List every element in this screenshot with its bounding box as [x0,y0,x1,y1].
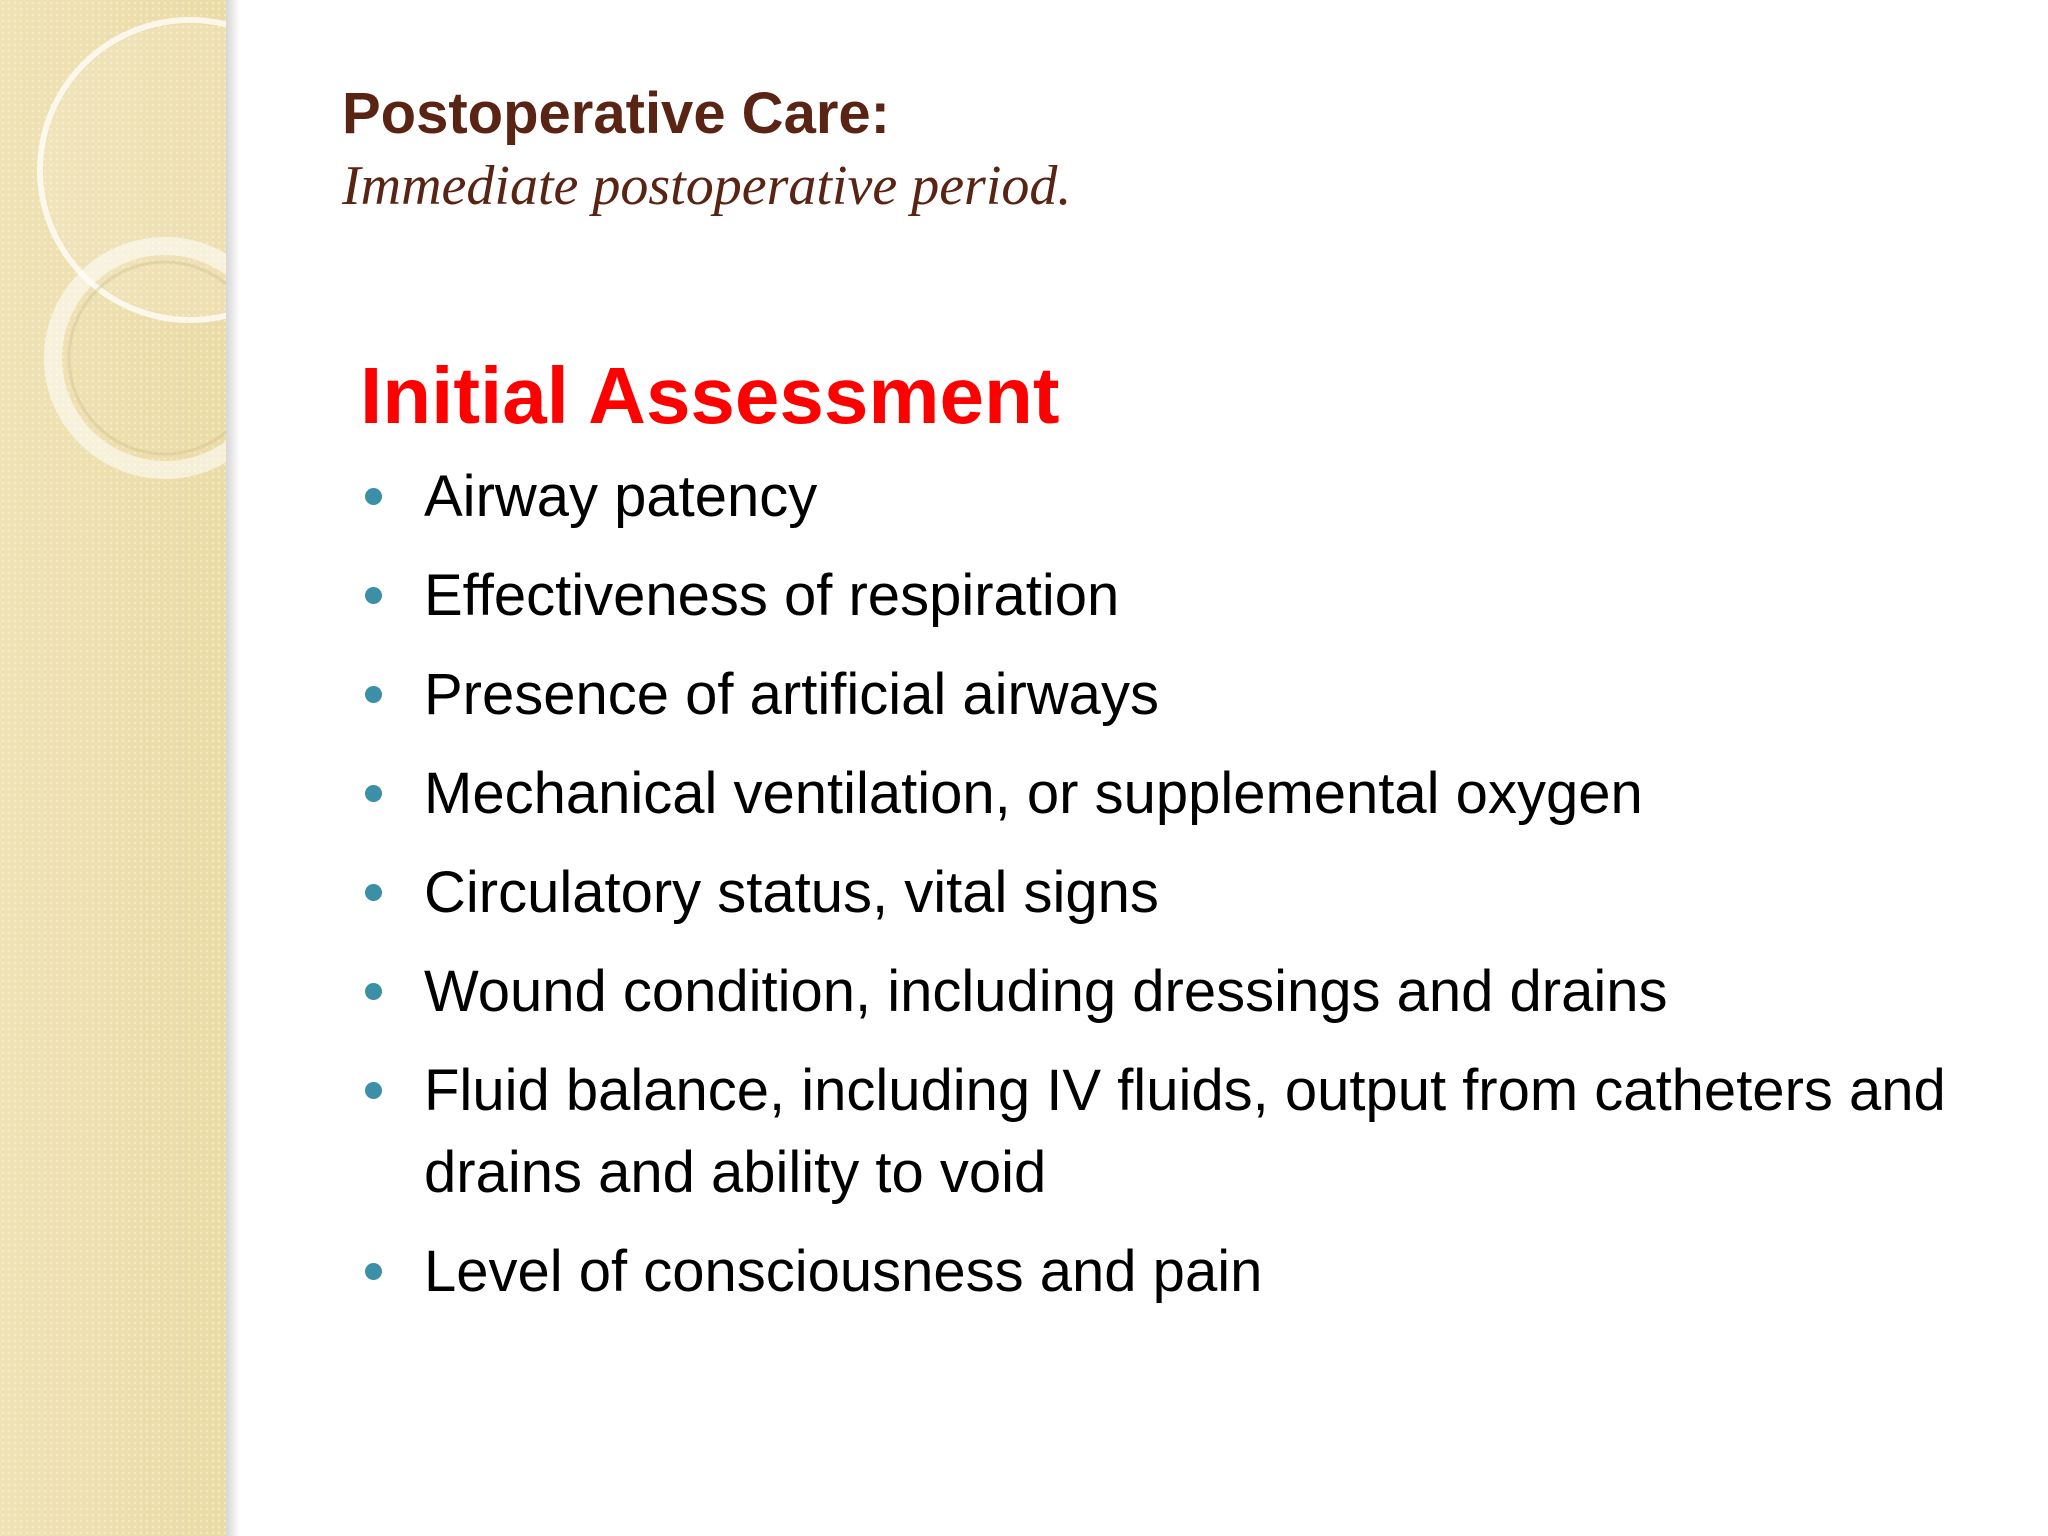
bullet-list [360,456,1960,1313]
bullet-dot-icon [365,686,382,703]
bullet-dot-icon [365,1082,382,1099]
bullet-dot-icon [365,488,382,505]
bullet-dot-icon [365,983,382,1000]
bullet-text: Wound condition, including dressings and drains [424,959,1668,1024]
bullet-item [360,1050,1960,1214]
bullet-item [360,852,1960,934]
bullet-item [360,951,1960,1033]
bullet-item [360,555,1960,637]
bullet-dot-icon [365,587,382,604]
bullet-text: Circulatory status, vital signs [424,860,1159,925]
bullet-item [360,753,1960,835]
bullet-item [360,654,1960,736]
bullet-text: Mechanical ventilation, or supplemental oxygen [424,761,1643,826]
bullet-text: Presence of artificial airways [424,662,1159,727]
bullet-dot-icon [365,884,382,901]
bullet-text: Airway patency [424,464,818,529]
bullet-item [360,1231,1960,1313]
side-band-shadow [226,0,240,1536]
bullet-dot-icon [365,785,382,802]
section-heading: Initial Assessment [360,351,1060,440]
bullet-text: Level of consciousness and pain [424,1239,1263,1304]
title-block [342,78,1071,222]
slide-content [360,350,1960,1330]
decorative-rings [0,0,226,520]
large-ring-fill [44,24,226,316]
bullet-dot-icon [365,1263,382,1280]
bullet-item [360,456,1960,538]
bullet-text: Fluid balance, including IV fluids, output from catheters and drains and ability to void [424,1058,1946,1205]
slide-subtitle: Immediate postoperative period. [342,155,1072,217]
bullet-text: Effectiveness of respiration [424,563,1120,628]
slide-title: Postoperative Care: [342,81,890,146]
